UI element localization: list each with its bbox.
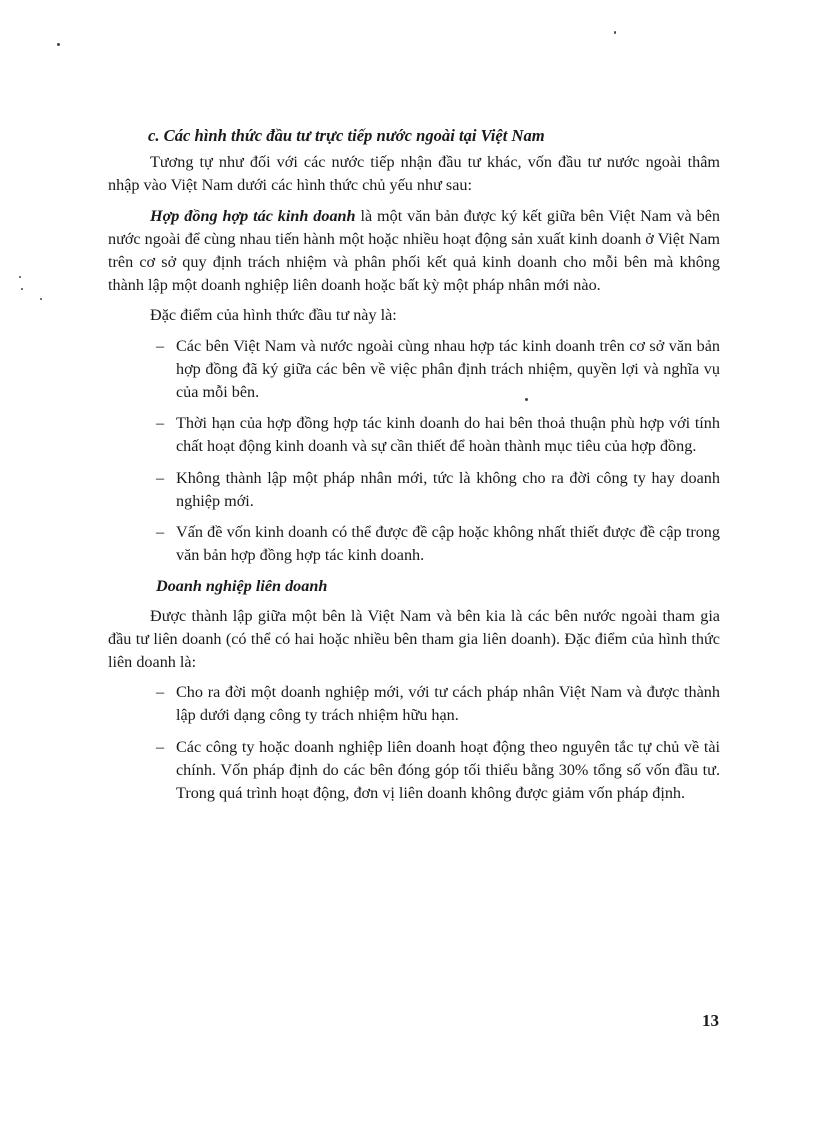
list-item — [156, 412, 720, 458]
scan-speck — [57, 43, 60, 46]
list-item-text: Các công ty hoặc doanh nghiệp liên doanh hoạt động theo nguyên tắc tự chủ về tài chính. Vốn pháp định do các bên đóng góp tối thiểu bằng 30% tổng số vốn đầu tư. Trong quá trình hoạt động, đơn vị liên doanh không được giảm vốn pháp định. — [176, 737, 720, 803]
section-heading: c. Các hình thức đầu tư trực tiếp nước ngoài tại Việt Nam — [148, 126, 545, 145]
list-item — [156, 681, 720, 727]
contract-paragraph — [108, 205, 720, 298]
contract-features-intro: Đặc điểm của hình thức đầu tư này là: — [150, 306, 397, 325]
list-item-text: Thời hạn của hợp đồng hợp tác kinh doanh do hai bên thoả thuận phù hợp với tính chất hoạt động kinh doanh và sự cần thiết để hoàn thành mục tiêu của hợp đồng. — [176, 414, 720, 456]
dash-marker: – — [156, 468, 165, 487]
list-item — [156, 467, 720, 513]
joint-venture-intro: Được thành lập giữa một bên là Việt Nam và bên kia là các bên nước ngoài tham gia đầu tư liên doanh (có thể có hai hoặc nhiều bên tham gia liên doanh). Đặc điểm của hình thức liên doanh là: — [108, 606, 720, 672]
dash-marker: – — [156, 737, 165, 756]
contract-definition: là một văn bản được ký kết giữa bên Việt Nam và bên nước ngoài để cùng nhau tiến hành một hoặc nhiều hoạt động sản xuất kinh doanh ở Việt Nam trên cơ sở quy định trách nhiệm và phân phối kết quả kinh doanh cho mỗi bên mà không thành lập một doanh nghiệp liên doanh hoặc bất kỳ một pháp nhân mới nào. — [108, 206, 720, 295]
list-item-text: Cho ra đời một doanh nghiệp mới, với tư cách pháp nhân Việt Nam và được thành lập dưới dạng công ty trách nhiệm hữu hạn. — [176, 683, 720, 725]
contract-lead-term: Hợp đồng hợp tác kinh doanh — [150, 206, 356, 225]
scan-speck — [614, 31, 616, 34]
dash-marker: – — [156, 683, 165, 702]
list-item — [156, 736, 720, 806]
scan-speck — [19, 276, 21, 278]
list-item-text: Các bên Việt Nam và nước ngoài cùng nhau hợp tác kinh doanh trên cơ sở văn bản hợp đồng đã ký giữa các bên về việc phân định trách nhiệm, quyền lợi và nghĩa vụ của mỗi bên. — [176, 336, 720, 402]
dash-marker: – — [156, 523, 165, 542]
document-body — [108, 124, 720, 813]
list-item — [156, 335, 720, 405]
dash-marker: – — [156, 336, 165, 355]
page-number: 13 — [702, 1011, 719, 1030]
list-item-text: Vấn đề vốn kinh doanh có thể được đề cập hoặc không nhất thiết được đề cập trong văn bản hợp đồng hợp tác kinh doanh. — [176, 523, 720, 565]
joint-venture-title: Doanh nghiệp liên doanh — [156, 577, 328, 596]
scan-speck — [21, 288, 23, 290]
intro-paragraph: Tương tự như đối với các nước tiếp nhận đầu tư khác, vốn đầu tư nước ngoài thâm nhập vào Việt Nam dưới các hình thức chủ yếu như sau: — [108, 153, 720, 195]
list-item-text: Không thành lập một pháp nhân mới, tức là không cho ra đời công ty hay doanh nghiệp mới. — [176, 468, 720, 510]
list-item — [156, 521, 720, 567]
dash-marker: – — [156, 414, 165, 433]
scan-speck — [40, 298, 42, 300]
